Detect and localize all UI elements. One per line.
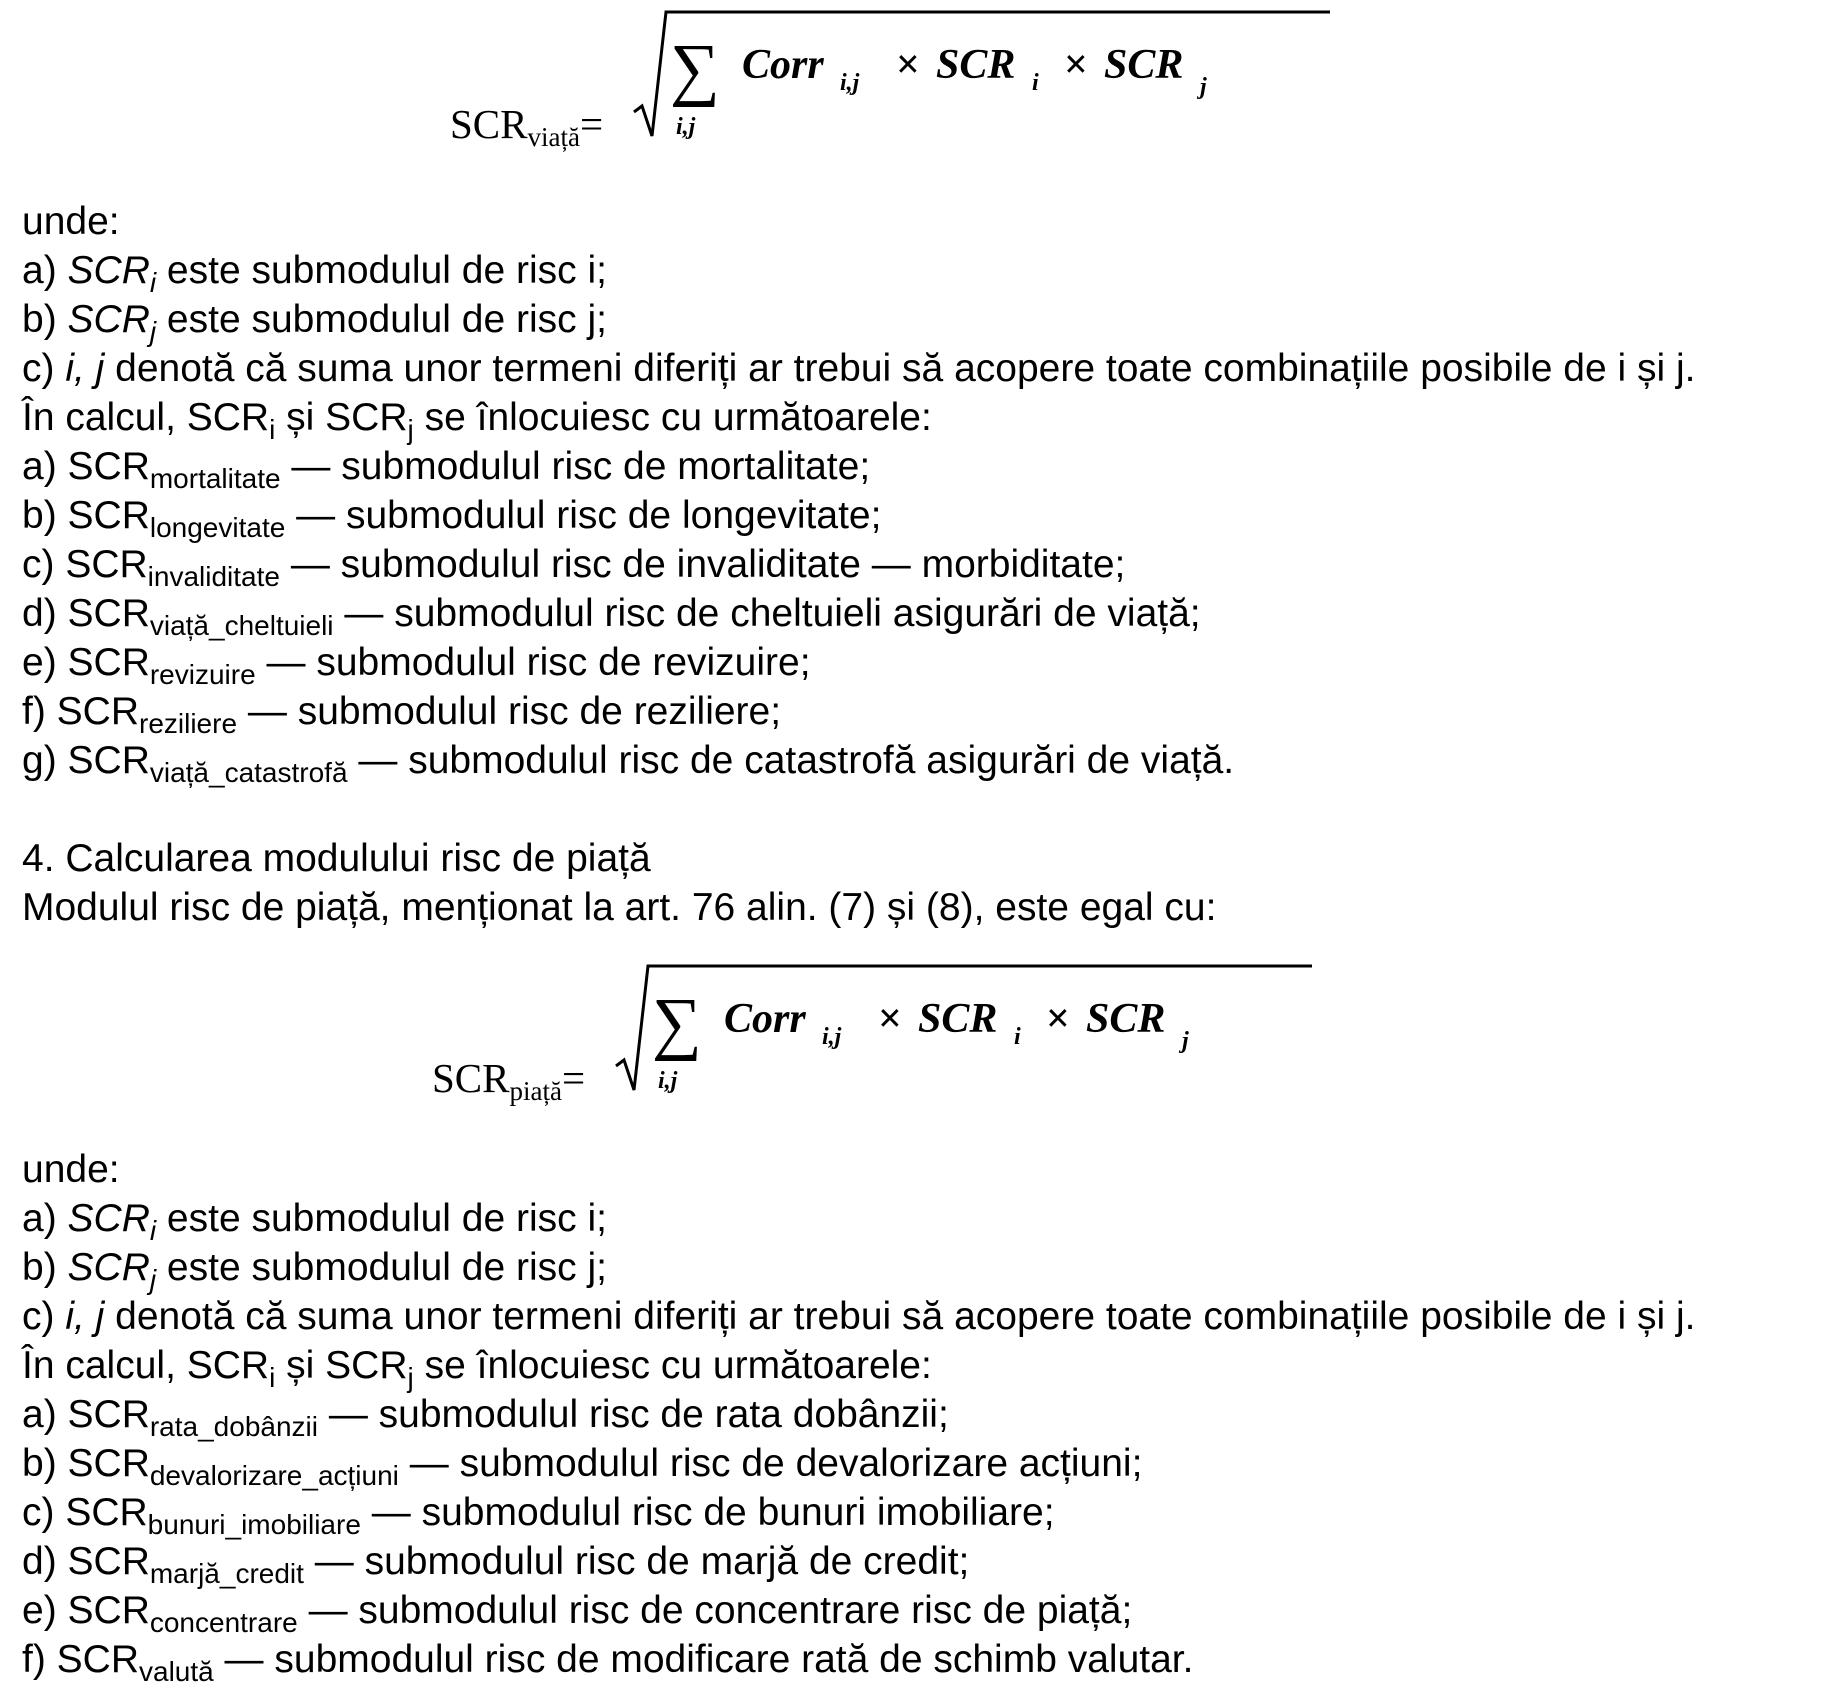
def-scr-i: a) $SCR_i$ este submodulul de risc i;	[22, 1197, 607, 1246]
times-symbol-1: ×	[878, 996, 902, 1042]
scr-j-sub: j	[1200, 74, 1207, 100]
section-4-heading: 4. Calcularea modulului risc de piață	[22, 837, 651, 880]
section-4-intro: Modulul risc de piață, menționat la art. 76 alin. (7) și (8), este egal cu:	[22, 886, 1217, 929]
unde-label: unde:	[22, 1148, 120, 1191]
sum-symbol: ∑	[670, 31, 720, 108]
scr-j-term: SCR	[1086, 996, 1166, 1042]
corr-term: Corr	[724, 996, 806, 1042]
scr-j-sub: j	[1182, 1028, 1189, 1054]
life-item: g) $SCR_{viață\_catastrofă}$ — submodulul risc de catastrofă asigurări de viață.	[22, 739, 1235, 788]
market-item: f) $SCR_{valută}$ — submodulul risc de modificare rată de schimb valutar.	[22, 1638, 1194, 1687]
sum-symbol: ∑	[652, 985, 702, 1062]
scr-i-term: SCR	[936, 42, 1016, 88]
life-item: d) $SCR_{viață\_cheltuieli}$ — submodulul risc de cheltuieli asigurări de viață;	[22, 592, 1201, 641]
formula-scr-life	[450, 4, 1210, 152]
formula-equals: =	[579, 101, 604, 147]
life-item: f) $SCR_{reziliere}$ — submodulul risc de reziliere;	[22, 690, 782, 739]
def-scr-i: a) $SCR_i$ este submodulul de risc i;	[22, 249, 607, 298]
corr-term: Corr	[742, 42, 824, 88]
def-scr-j: b) $SCR_j$ este submodulul de risc j;	[22, 298, 607, 347]
formula-sqrt-expression	[630, 4, 1350, 144]
def-ij: c) i, j denotă că suma unor termeni diferiți ar trebui să acopere toate combinațiile posibile de i și j.	[22, 1295, 1696, 1338]
formula-label-main: SCR	[432, 1055, 510, 1101]
formula-label	[450, 100, 603, 153]
spacer	[22, 785, 1696, 834]
market-item: a) $SCR_{rata\_dobânzii}$ — submodulul risc de rata dobânzii;	[22, 1393, 949, 1442]
life-item: c) $SCR_{invaliditate}$ — submodulul risc de invaliditate — morbiditate;	[22, 543, 1126, 592]
unde-label: unde:	[22, 200, 120, 243]
formula-sqrt-expression	[612, 958, 1332, 1098]
formula-label-sub: piață	[509, 1076, 562, 1106]
corr-sub: i,j	[840, 70, 860, 96]
sum-index: i,j	[658, 1068, 678, 1094]
scr-i-sub: i	[1014, 1024, 1021, 1050]
def-scr-j: b) $SCR_j$ este submodulul de risc j;	[22, 1246, 607, 1295]
formula-label-sub: viață	[527, 122, 580, 152]
formula-equals: =	[561, 1055, 586, 1101]
in-calcul-line: În calcul, $SCR_i$ și $SCR_j$ se înlocuiesc cu următoarele:	[22, 1344, 932, 1393]
times-symbol-2: ×	[1064, 42, 1088, 88]
scr-i-term: SCR	[918, 996, 998, 1042]
life-item: a) $SCR_{mortalitate}$ — submodulul risc de mortalitate;	[22, 445, 871, 494]
times-symbol-1: ×	[896, 42, 920, 88]
definitions-life	[22, 197, 1696, 932]
market-item: c) $SCR_{bunuri\_imobiliare}$ — submodulul risc de bunuri imobiliare;	[22, 1491, 1055, 1540]
formula-scr-market	[432, 958, 1192, 1106]
sum-index: i,j	[676, 114, 696, 140]
market-item: d) $SCR_{marjă\_credit}$ — submodulul risc de marjă de credit;	[22, 1540, 970, 1589]
corr-sub: i,j	[822, 1024, 842, 1050]
formula-label	[432, 1054, 585, 1107]
scr-i-sub: i	[1032, 70, 1039, 96]
in-calcul-line: În calcul, $SCR_i$ și $SCR_j$ se înlocuiesc cu următoarele:	[22, 396, 932, 445]
life-item: e) $SCR_{revizuire}$ — submodulul risc de revizuire;	[22, 641, 811, 690]
formula-label-main: SCR	[450, 101, 528, 147]
market-item: b) $SCR_{devalorizare\_acțiuni}$ — submodulul risc de devalorizare acțiuni;	[22, 1442, 1143, 1491]
life-item: b) $SCR_{longevitate}$ — submodulul risc de longevitate;	[22, 494, 882, 543]
def-ij: c) i, j denotă că suma unor termeni diferiți ar trebui să acopere toate combinațiile posibile de i și j.	[22, 347, 1696, 390]
times-symbol-2: ×	[1046, 996, 1070, 1042]
market-item: e) $SCR_{concentrare}$ — submodulul risc de concentrare risc de piață;	[22, 1589, 1133, 1638]
definitions-market	[22, 1145, 1696, 1687]
scr-j-term: SCR	[1104, 42, 1184, 88]
